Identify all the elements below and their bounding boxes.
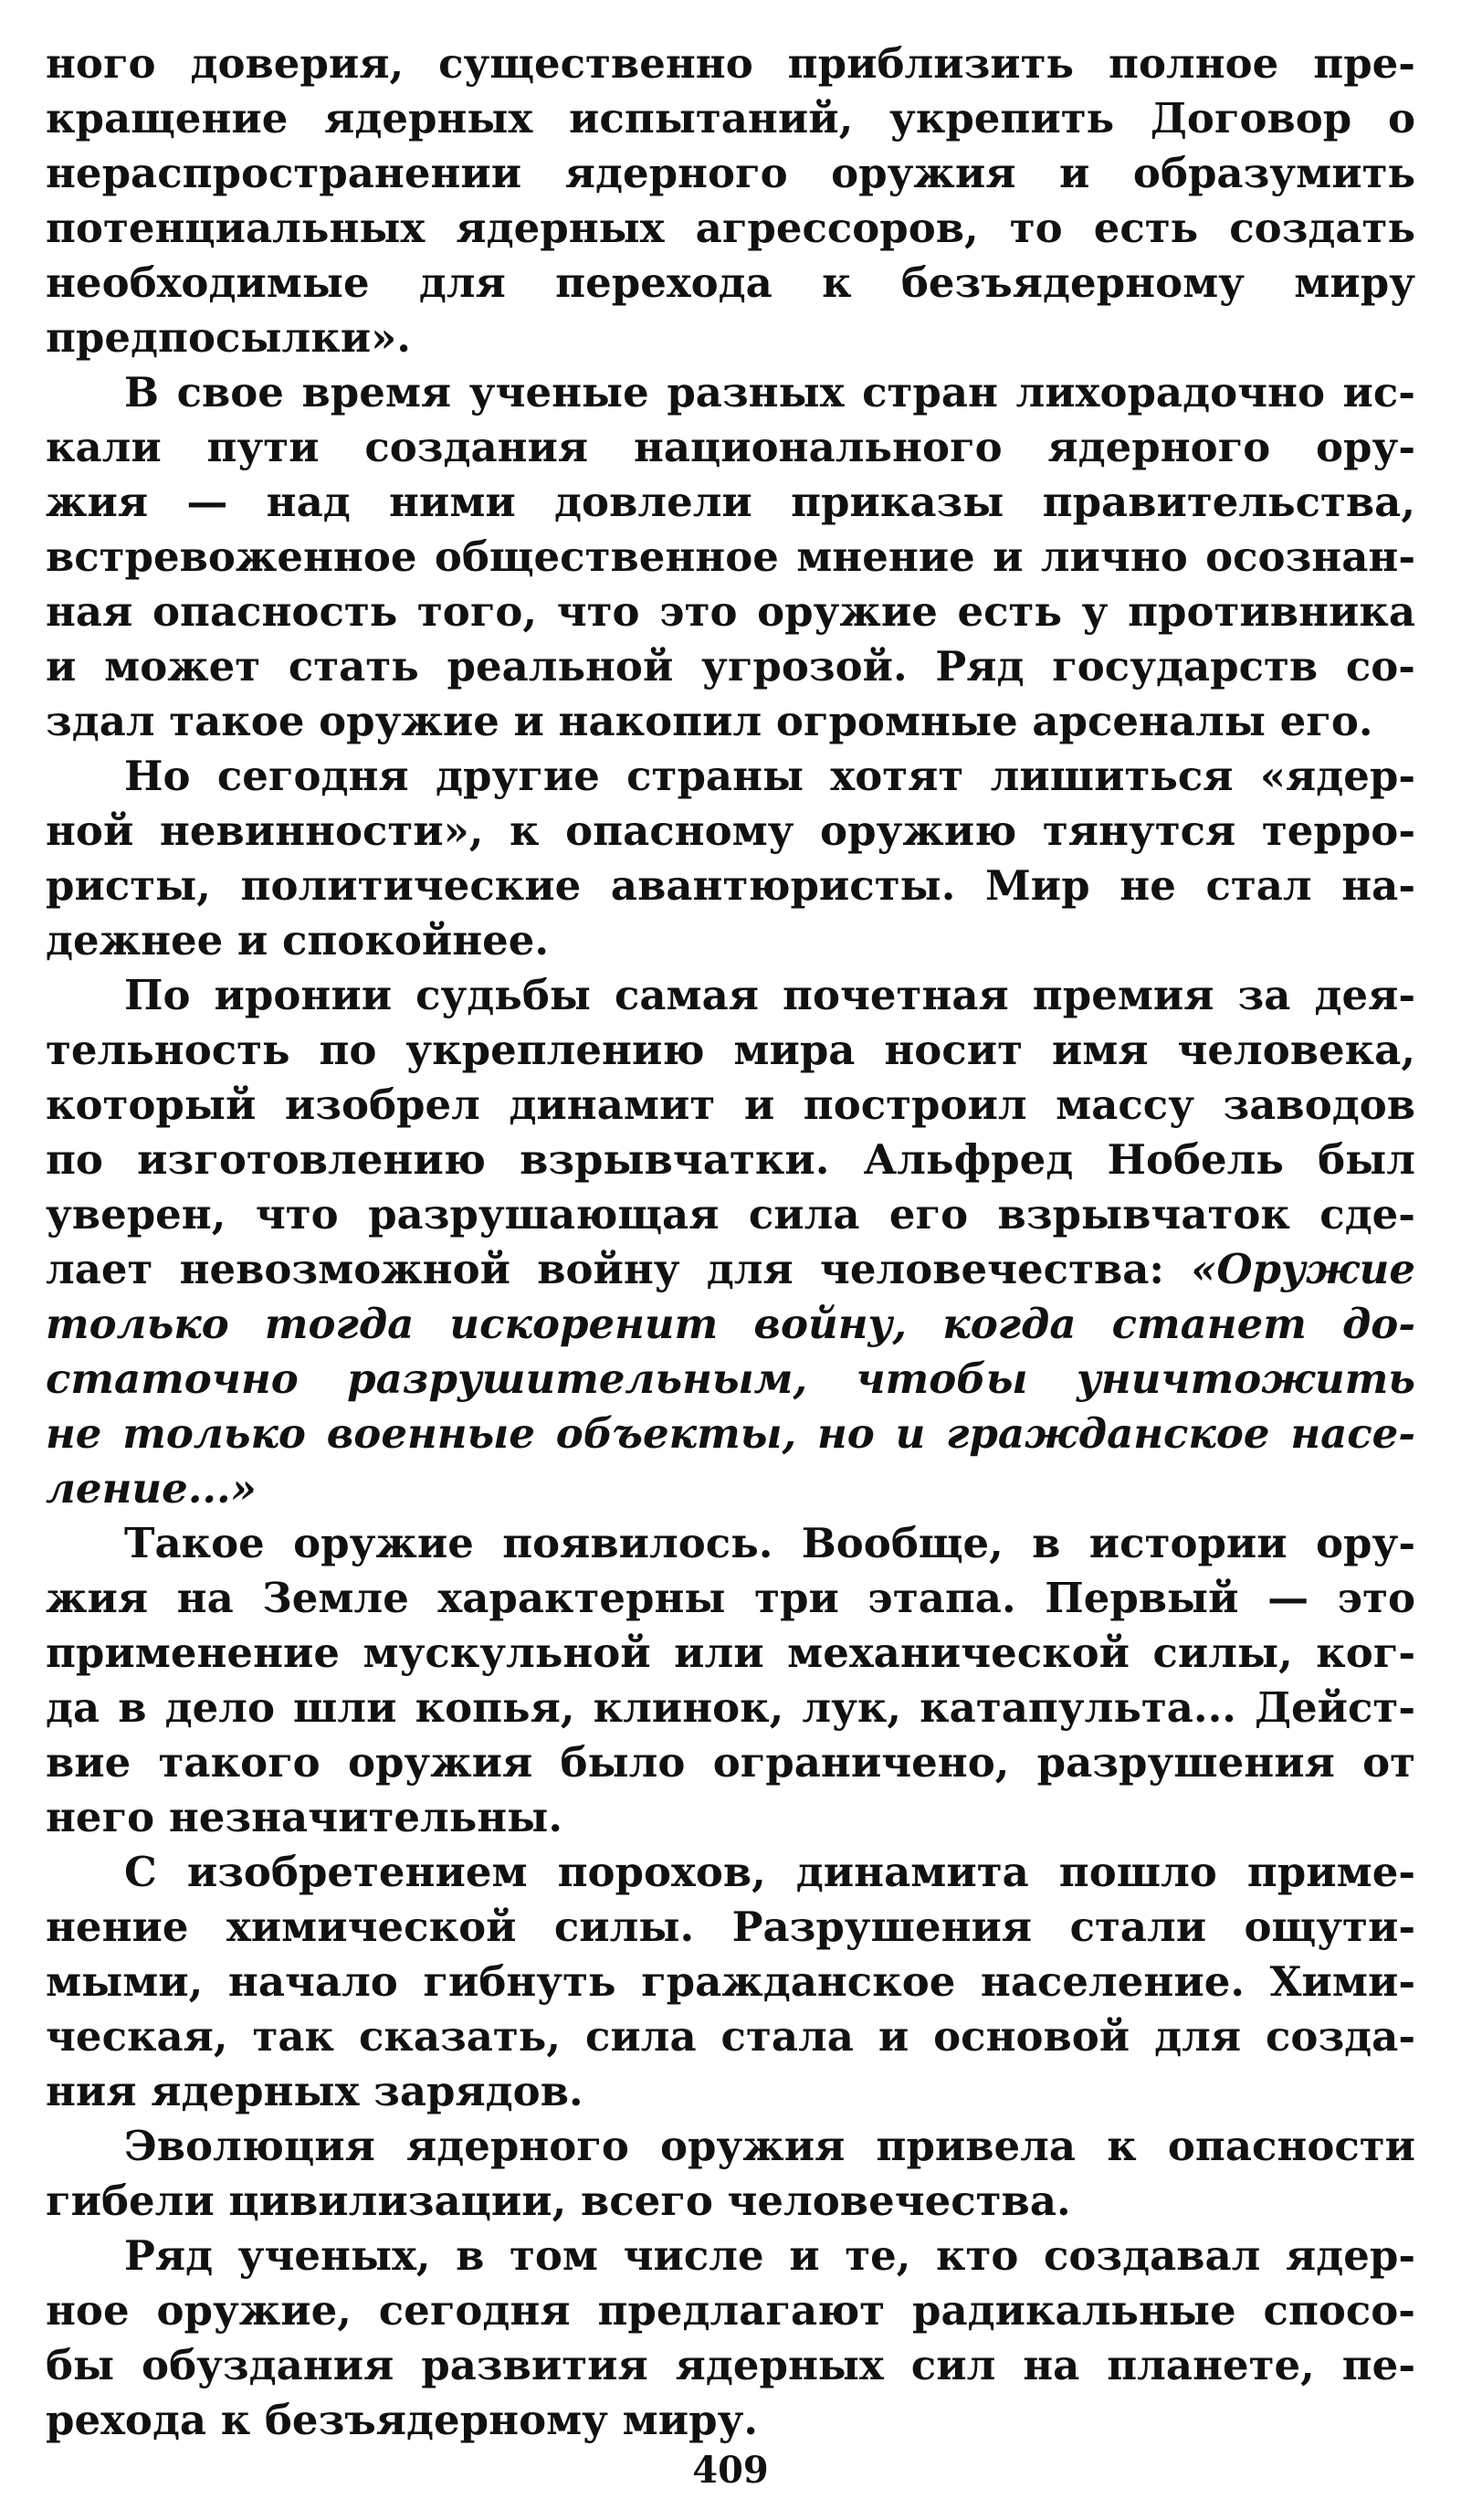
text-line: необходимые для перехода к безъядерному миру (46, 258, 1415, 307)
text-segment: лает невозможной войну для человечества: (46, 1245, 1192, 1293)
text-line: ческая, так сказать, сила стала и основой для созда- (46, 2012, 1415, 2061)
text-line: С изобретением порохов, динамита пошло приме- (124, 1848, 1415, 1896)
text-line: нераспространении ядерного оружия и образумить (46, 149, 1415, 197)
text-line: здал такое оружие и накопил огромные арсеналы его. (46, 697, 1373, 745)
text-line: него незначительны. (46, 1793, 563, 1841)
text-line: уверен, что разрушающая сила его взрывчаток сде- (46, 1190, 1415, 1239)
text-line: ная опасность того, что это оружие есть у противника (46, 587, 1415, 636)
text-line: применение мускульной или механической силы, ког- (46, 1629, 1415, 1677)
italic-quote-line: не только военные объекты, но и гражданское насе- (46, 1409, 1415, 1458)
italic-quote-line: ление...» (46, 1464, 257, 1513)
text-line-with-quote-start (46, 1242, 1415, 1297)
paragraph-5 (46, 1516, 1415, 1845)
text-line: который изобрел динамит и построил массу заводов (46, 1081, 1415, 1129)
paragraph-6 (46, 1845, 1415, 2119)
text-line: по изготовлению взрывчатки. Альфред Нобель был (46, 1135, 1415, 1184)
page-number: 409 (692, 2449, 769, 2492)
text-line: мыми, начало гибнуть гражданское население. Хими- (46, 1957, 1415, 2006)
italic-quote-line: только тогда искоренит войну, когда станет до- (46, 1300, 1415, 1348)
text-line: Но сегодня другие страны хотят лишиться «ядер- (124, 752, 1415, 800)
text-line: бы обуздания развития ядерных сил на планете, пе- (46, 2341, 1415, 2389)
italic-quote-segment: «Оружие (1191, 1245, 1415, 1293)
text-line: кращение ядерных испытаний, укрепить Договор о (46, 94, 1415, 142)
text-line: В свое время ученые разных стран лихорадочно ис- (124, 368, 1415, 416)
text-line: рехода к безъядерному миру. (46, 2396, 759, 2444)
text-line: кали пути создания национального ядерного ору- (46, 423, 1415, 471)
text-line: ное оружие, сегодня предлагают радикальные спосо- (46, 2286, 1415, 2335)
paragraph-2 (46, 365, 1415, 749)
text-line: Такое оружие появилось. Вообще, в истории ору- (124, 1519, 1415, 1567)
text-line: и может стать реальной угрозой. Ряд государств со- (46, 642, 1415, 691)
text-line: Эволюция ядерного оружия привела к опасности (124, 2122, 1415, 2170)
text-line: Ряд ученых, в том числе и те, кто создавал ядер- (124, 2231, 1415, 2280)
paragraph-7 (46, 2119, 1415, 2229)
paragraph-8 (46, 2229, 1415, 2448)
italic-quote-line: статочно разрушительным, чтобы уничтожить (46, 1355, 1415, 1403)
text-line: жия — над ними довлели приказы правительства, (46, 478, 1415, 526)
text-line: да в дело шли копья, клинок, лук, катапульта... Дейст- (46, 1683, 1415, 1732)
text-line: дежнее и спокойнее. (46, 916, 550, 965)
text-line: По иронии судьбы самая почетная премия за дея- (124, 971, 1415, 1019)
text-line: тельность по укреплению мира носит имя человека, (46, 1026, 1415, 1074)
text-line: жия на Земле характерны три этапа. Первый — это (46, 1574, 1415, 1622)
text-line: гибели цивилизации, всего человечества. (46, 2177, 1071, 2225)
text-line: ного доверия, существенно приблизить полное пре- (46, 39, 1415, 88)
book-page-text (46, 37, 1415, 2448)
text-line: ния ядерных зарядов. (46, 2067, 583, 2115)
text-line: встревоженное общественное мнение и лично осознан- (46, 532, 1415, 581)
text-line: потенциальных ядерных агрессоров, то есть создать (46, 204, 1415, 252)
text-line: ной невинности», к опасному оружию тянутся терро- (46, 807, 1415, 855)
text-line: вие такого оружия было ограничено, разрушения от (46, 1738, 1415, 1787)
paragraph-4 (46, 968, 1415, 1516)
paragraph-1 (46, 37, 1415, 365)
text-line: нение химической силы. Разрушения стали ощути- (46, 1903, 1415, 1951)
text-line: ристы, политические авантюристы. Мир не стал на- (46, 861, 1415, 910)
text-line: предпосылки». (46, 313, 411, 362)
paragraph-3 (46, 749, 1415, 968)
